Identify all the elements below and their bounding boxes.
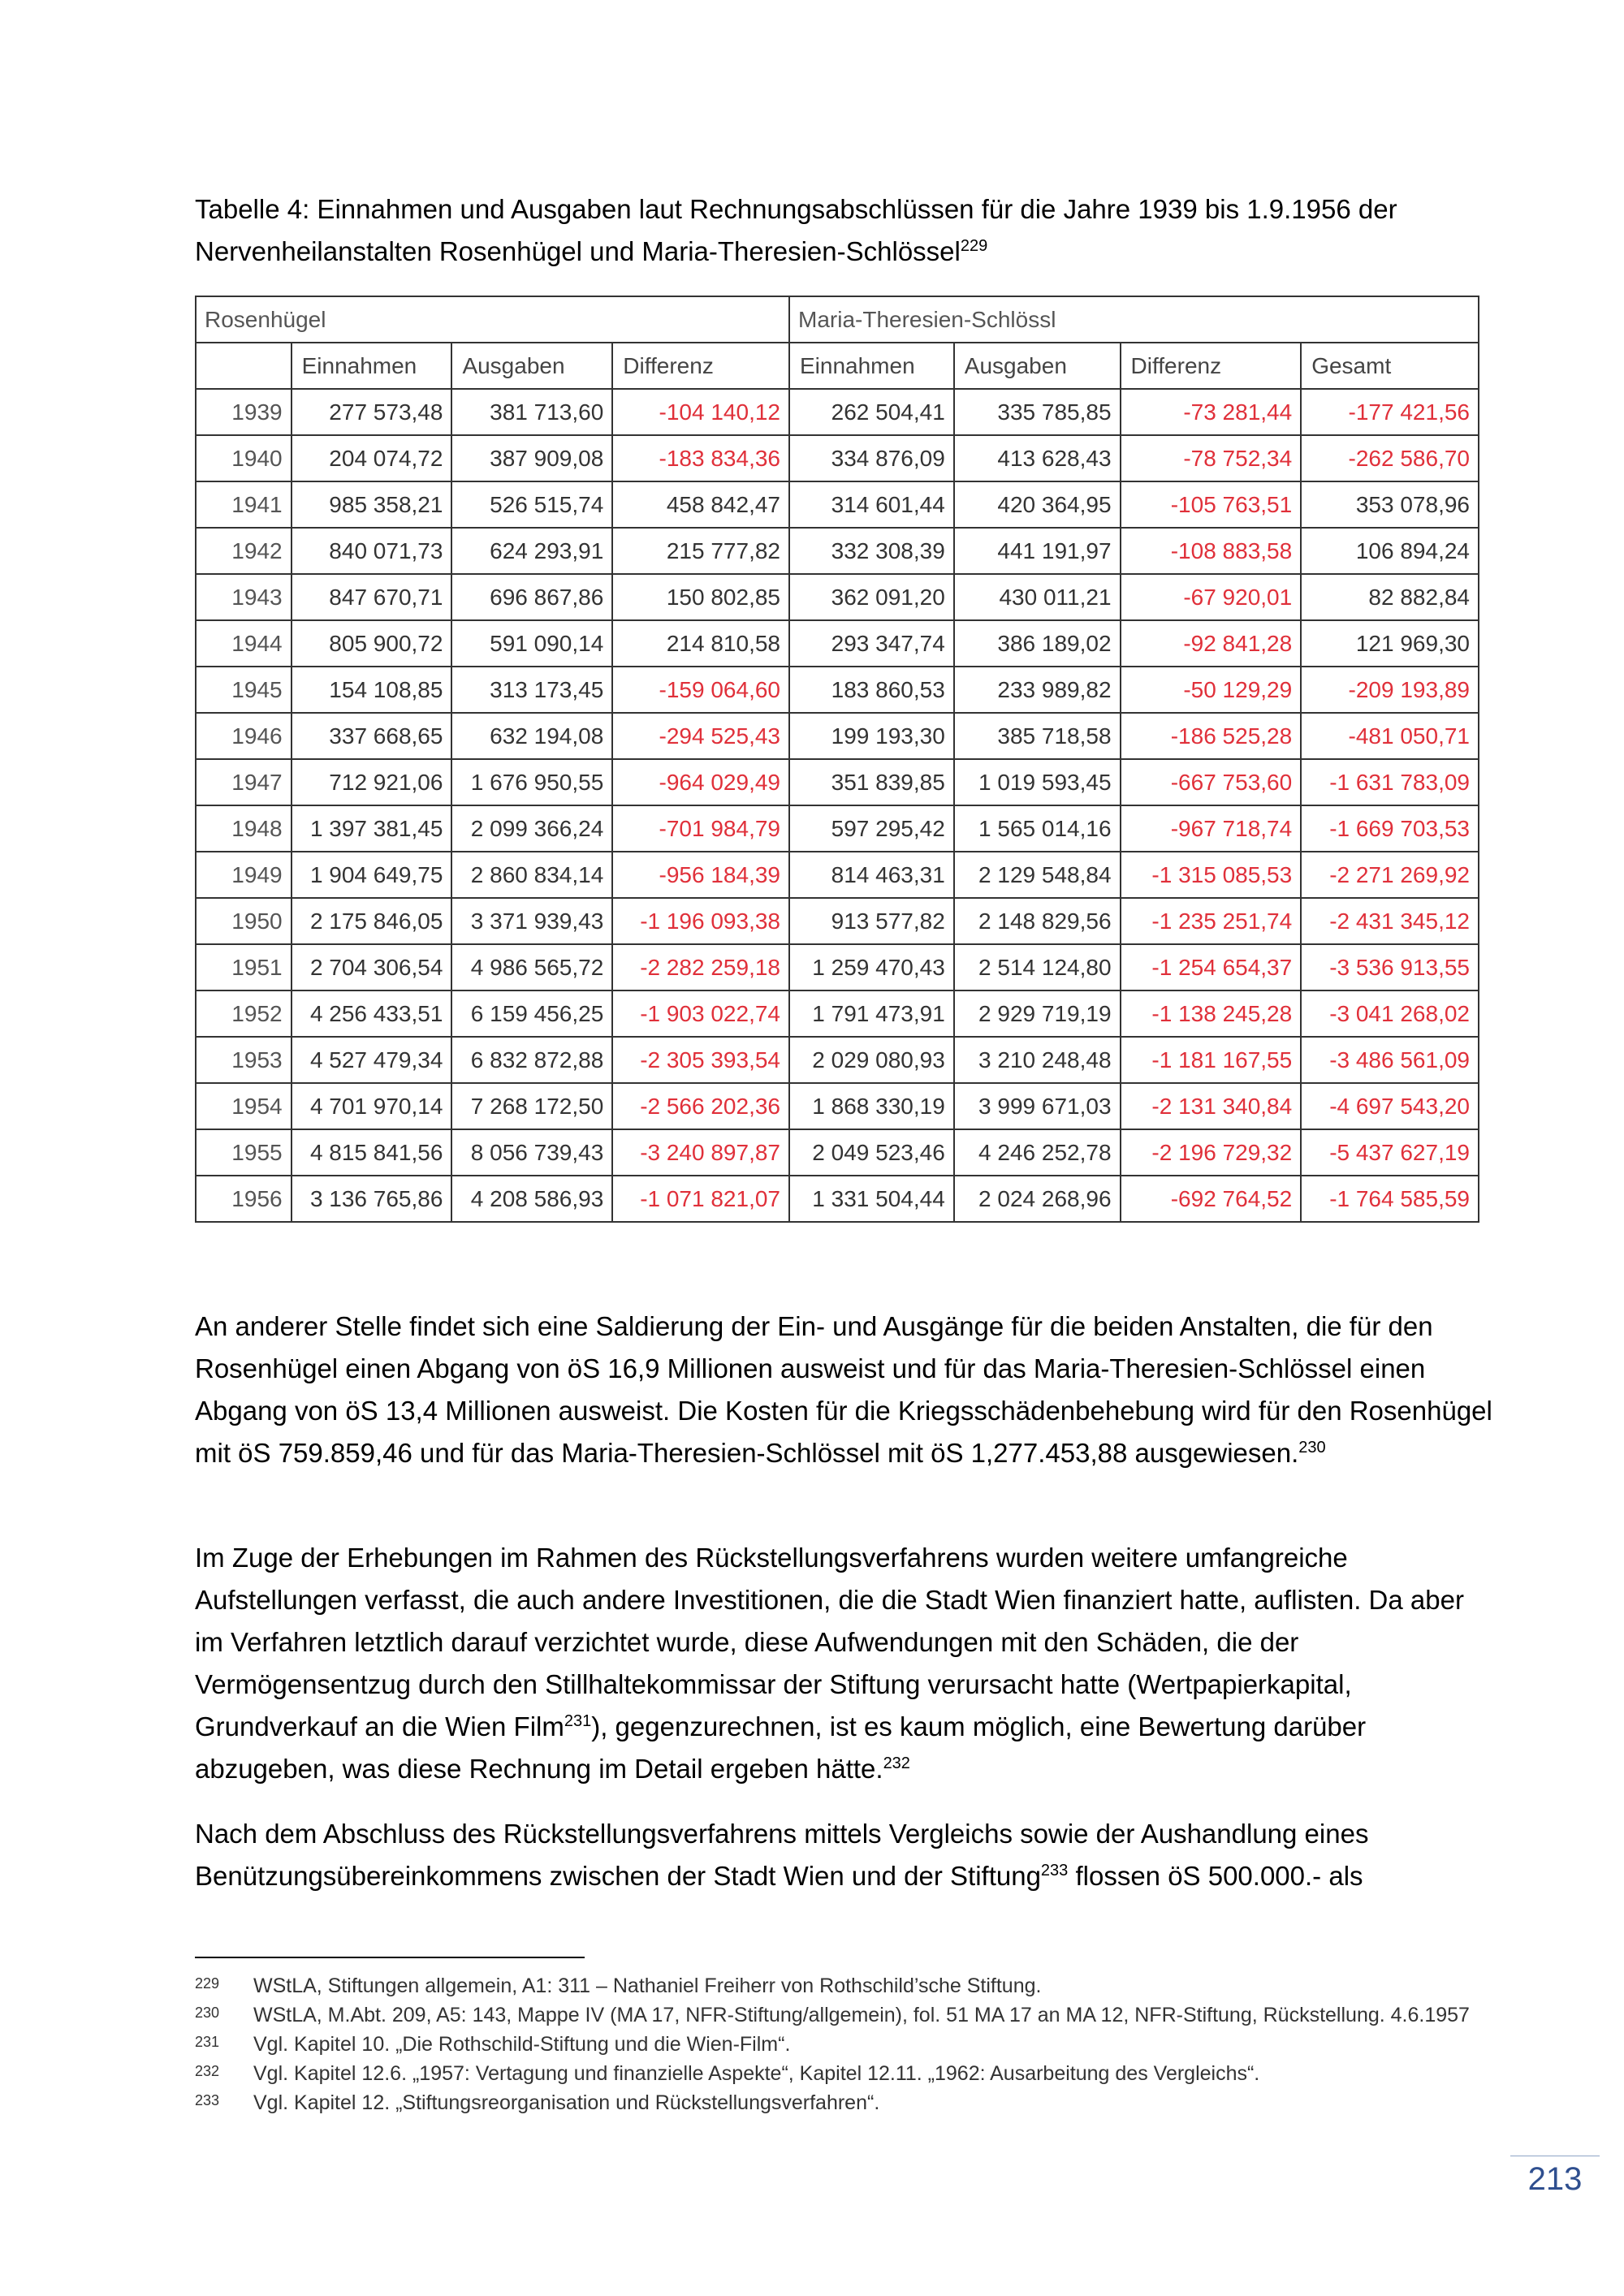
value-cell: -1 669 703,53 <box>1301 805 1479 852</box>
footnote-text: Vgl. Kapitel 10. „Die Rothschild-Stiftung und die Wien-Film“. <box>253 2033 791 2056</box>
value-cell: -2 196 729,32 <box>1121 1129 1302 1176</box>
table-row <box>196 667 1479 713</box>
value-cell: 233 989,82 <box>954 667 1121 713</box>
value-cell: 632 194,08 <box>451 713 612 759</box>
value-cell: 386 189,02 <box>954 620 1121 667</box>
table-row <box>196 805 1479 852</box>
value-cell: 121 969,30 <box>1301 620 1479 667</box>
value-cell: 387 909,08 <box>451 435 612 481</box>
value-cell: -2 282 259,18 <box>612 944 789 990</box>
caption-line-2 <box>195 231 1494 273</box>
value-cell: 696 867,86 <box>451 574 612 620</box>
footnote-231 <box>195 2030 1494 2059</box>
year-cell: 1953 <box>196 1037 292 1083</box>
value-cell: -186 525,28 <box>1121 713 1302 759</box>
value-cell: -2 431 345,12 <box>1301 898 1479 944</box>
value-cell: 1 676 950,55 <box>451 759 612 805</box>
paragraph-2-text-b: ), gegenzurechnen, ist es kaum möglich, eine Bewertung darüber abzugeben, was diese Rechnung im Detail ergeben hätte. <box>195 1711 1367 1784</box>
year-cell: 1952 <box>196 990 292 1037</box>
value-cell: 4 701 970,14 <box>292 1083 452 1129</box>
value-cell: 154 108,85 <box>292 667 452 713</box>
group-maria-theresien: Maria-Theresien-Schlössl <box>789 296 1479 343</box>
paragraph-3-text-a: Nach dem Abschluss des Rückstellungsverfahrens mittels Vergleichs sowie der Aushandlung eines Benützungsübereinkommens zwischen der Stadt Wien und der Stiftung <box>195 1819 1369 1891</box>
footnote-number: 232 <box>195 2063 220 2079</box>
value-cell: -5 437 627,19 <box>1301 1129 1479 1176</box>
footnote-text: Vgl. Kapitel 12. „Stiftungsreorganisation und Rückstellungsverfahren“. <box>253 2091 880 2114</box>
value-cell: 313 173,45 <box>451 667 612 713</box>
year-cell: 1950 <box>196 898 292 944</box>
value-cell: 2 929 719,19 <box>954 990 1121 1037</box>
value-cell: 277 573,48 <box>292 389 452 435</box>
value-cell: 3 371 939,43 <box>451 898 612 944</box>
year-cell: 1940 <box>196 435 292 481</box>
value-cell: 362 091,20 <box>789 574 954 620</box>
value-cell: -2 131 340,84 <box>1121 1083 1302 1129</box>
paragraph-2-text-a: Im Zuge der Erhebungen im Rahmen des Rückstellungsverfahrens wurden weitere umfangreiche Aufstellungen verfasst, die auch andere Investitionen, die die Stadt Wien finanziert hatte, auflisten. Da aber im Verfahren letztlich darauf verzichtet wurde, diese Aufwendungen mit den Schäden, die der Vermögensentzug durch den Stillhaltekommissar der Stiftung verursacht hatte (Wertpapierkapital, Grundverkauf an die Wien Film <box>195 1543 1464 1741</box>
value-cell: -105 763,51 <box>1121 481 1302 528</box>
value-cell: 334 876,09 <box>789 435 954 481</box>
table-row <box>196 944 1479 990</box>
paragraph-1-text: An anderer Stelle findet sich eine Saldierung der Ein- und Ausgänge für die beiden Anstalten, die für den Rosenhügel einen Abgang von öS 16,9 Millionen ausweist und für das Maria-Theresien-Schlössel einen Abgang von öS 13,4 Millionen ausweist. Die Kosten für die Kriegsschädenbehebung wird für den Rosenhügel mit öS 759.859,46 und für das Maria-Theresien-Schlössel mit öS 1,277.453,88 ausgewiesen. <box>195 1311 1492 1468</box>
value-cell: -2 566 202,36 <box>612 1083 789 1129</box>
value-cell: -209 193,89 <box>1301 667 1479 713</box>
value-cell: 82 882,84 <box>1301 574 1479 620</box>
value-cell: 2 049 523,46 <box>789 1129 954 1176</box>
table-row <box>196 528 1479 574</box>
value-cell: 335 785,85 <box>954 389 1121 435</box>
value-cell: -3 041 268,02 <box>1301 990 1479 1037</box>
group-header-row <box>196 296 1479 343</box>
value-cell: 6 159 456,25 <box>451 990 612 1037</box>
value-cell: -3 536 913,55 <box>1301 944 1479 990</box>
value-cell: -78 752,34 <box>1121 435 1302 481</box>
value-cell: -481 050,71 <box>1301 713 1479 759</box>
value-cell: 591 090,14 <box>451 620 612 667</box>
value-cell: 4 986 565,72 <box>451 944 612 990</box>
footnote-number: 231 <box>195 2034 220 2050</box>
footnote-232 <box>195 2059 1494 2088</box>
value-cell: 1 868 330,19 <box>789 1083 954 1129</box>
value-cell: -1 764 585,59 <box>1301 1176 1479 1222</box>
caption-line-2-text: Nervenheilanstalten Rosenhügel und Maria-Theresien-Schlössel <box>195 236 961 266</box>
value-cell: -50 129,29 <box>1121 667 1302 713</box>
value-cell: 214 810,58 <box>612 620 789 667</box>
year-cell: 1949 <box>196 852 292 898</box>
header-year <box>196 343 292 389</box>
value-cell: -3 240 897,87 <box>612 1129 789 1176</box>
footnote-ref-231: 231 <box>564 1712 592 1730</box>
value-cell: -964 029,49 <box>612 759 789 805</box>
value-cell: -4 697 543,20 <box>1301 1083 1479 1129</box>
column-header-row <box>196 343 1479 389</box>
year-cell: 1942 <box>196 528 292 574</box>
value-cell: 215 777,82 <box>612 528 789 574</box>
year-cell: 1951 <box>196 944 292 990</box>
value-cell: 4 527 479,34 <box>292 1037 452 1083</box>
value-cell: 337 668,65 <box>292 713 452 759</box>
value-cell: 1 019 593,45 <box>954 759 1121 805</box>
value-cell: 6 832 872,88 <box>451 1037 612 1083</box>
value-cell: 385 718,58 <box>954 713 1121 759</box>
year-cell: 1954 <box>196 1083 292 1129</box>
footnote-233 <box>195 2088 1494 2117</box>
table-row <box>196 898 1479 944</box>
value-cell: -2 305 393,54 <box>612 1037 789 1083</box>
table-row <box>196 620 1479 667</box>
value-cell: 2 099 366,24 <box>451 805 612 852</box>
value-cell: 4 256 433,51 <box>292 990 452 1037</box>
year-cell: 1944 <box>196 620 292 667</box>
value-cell: 199 193,30 <box>789 713 954 759</box>
value-cell: 441 191,97 <box>954 528 1121 574</box>
value-cell: 204 074,72 <box>292 435 452 481</box>
header-ausgaben-mts: Ausgaben <box>954 343 1121 389</box>
table-row <box>196 1176 1479 1222</box>
year-cell: 1955 <box>196 1129 292 1176</box>
footnote-text: WStLA, Stiftungen allgemein, A1: 311 – Nathaniel Freiherr von Rothschild’sche Stiftung. <box>253 1974 1042 1997</box>
value-cell: 1 791 473,91 <box>789 990 954 1037</box>
value-cell: -67 920,01 <box>1121 574 1302 620</box>
table-caption <box>195 188 1494 273</box>
value-cell: -3 486 561,09 <box>1301 1037 1479 1083</box>
value-cell: 1 904 649,75 <box>292 852 452 898</box>
value-cell: 183 860,53 <box>789 667 954 713</box>
caption-footnote-ref: 229 <box>960 237 988 255</box>
value-cell: -956 184,39 <box>612 852 789 898</box>
value-cell: -1 631 783,09 <box>1301 759 1479 805</box>
paragraph-3-text-b: flossen öS 500.000.- als <box>1068 1861 1363 1891</box>
value-cell: -1 903 022,74 <box>612 990 789 1037</box>
value-cell: 2 514 124,80 <box>954 944 1121 990</box>
value-cell: 351 839,85 <box>789 759 954 805</box>
value-cell: 2 175 846,05 <box>292 898 452 944</box>
paragraph-3 <box>195 1813 1494 1897</box>
value-cell: 526 515,74 <box>451 481 612 528</box>
value-cell: -667 753,60 <box>1121 759 1302 805</box>
value-cell: -104 140,12 <box>612 389 789 435</box>
value-cell: 624 293,91 <box>451 528 612 574</box>
value-cell: -1 138 245,28 <box>1121 990 1302 1037</box>
footnote-text: WStLA, M.Abt. 209, A5: 143, Mappe IV (MA 17, NFR-Stiftung/allgemein), fol. 51 MA 17 an MA 12, NFR-Stiftung, Rückstellung. 4.6.1957 <box>253 2004 1470 2026</box>
value-cell: -183 834,36 <box>612 435 789 481</box>
value-cell: 805 900,72 <box>292 620 452 667</box>
footnote-230 <box>195 2000 1494 2030</box>
value-cell: -2 271 269,92 <box>1301 852 1479 898</box>
table-row <box>196 1083 1479 1129</box>
value-cell: 2 860 834,14 <box>451 852 612 898</box>
table-row <box>196 1037 1479 1083</box>
value-cell: 2 024 268,96 <box>954 1176 1121 1222</box>
value-cell: -967 718,74 <box>1121 805 1302 852</box>
year-cell: 1946 <box>196 713 292 759</box>
value-cell: -108 883,58 <box>1121 528 1302 574</box>
value-cell: -159 064,60 <box>612 667 789 713</box>
footnote-number: 230 <box>195 2005 220 2021</box>
value-cell: 1 397 381,45 <box>292 805 452 852</box>
footnote-ref-233: 233 <box>1040 1862 1069 1880</box>
value-cell: 262 504,41 <box>789 389 954 435</box>
group-rosenhuegel: Rosenhügel <box>196 296 789 343</box>
footnote-ref-230: 230 <box>1298 1439 1326 1457</box>
value-cell: 314 601,44 <box>789 481 954 528</box>
value-cell: 814 463,31 <box>789 852 954 898</box>
value-cell: 847 670,71 <box>292 574 452 620</box>
year-cell: 1941 <box>196 481 292 528</box>
footnote-ref-232: 232 <box>883 1754 910 1772</box>
value-cell: 712 921,06 <box>292 759 452 805</box>
value-cell: 413 628,43 <box>954 435 1121 481</box>
value-cell: 840 071,73 <box>292 528 452 574</box>
value-cell: 4 208 586,93 <box>451 1176 612 1222</box>
paragraph-1 <box>195 1306 1494 1474</box>
value-cell: 3 210 248,48 <box>954 1037 1121 1083</box>
footnote-number: 229 <box>195 1975 220 1992</box>
footnote-text: Vgl. Kapitel 12.6. „1957: Vertagung und finanzielle Aspekte“, Kapitel 12.11. „1962: Ausarbeitung des Vergleichs“. <box>253 2062 1260 2085</box>
value-cell: 1 259 470,43 <box>789 944 954 990</box>
footnote-number: 233 <box>195 2092 220 2108</box>
page-number: 213 <box>1527 2161 1583 2197</box>
value-cell: -177 421,56 <box>1301 389 1479 435</box>
value-cell: -73 281,44 <box>1121 389 1302 435</box>
footnotes <box>195 1971 1494 2117</box>
header-differenz-mts: Differenz <box>1121 343 1302 389</box>
value-cell: -1 254 654,37 <box>1121 944 1302 990</box>
value-cell: -1 315 085,53 <box>1121 852 1302 898</box>
value-cell: 458 842,47 <box>612 481 789 528</box>
value-cell: 106 894,24 <box>1301 528 1479 574</box>
value-cell: -701 984,79 <box>612 805 789 852</box>
value-cell: -262 586,70 <box>1301 435 1479 481</box>
value-cell: -692 764,52 <box>1121 1176 1302 1222</box>
year-cell: 1956 <box>196 1176 292 1222</box>
table-row <box>196 852 1479 898</box>
value-cell: -294 525,43 <box>612 713 789 759</box>
value-cell: 381 713,60 <box>451 389 612 435</box>
value-cell: -1 235 251,74 <box>1121 898 1302 944</box>
value-cell: 2 129 548,84 <box>954 852 1121 898</box>
year-cell: 1939 <box>196 389 292 435</box>
value-cell: 913 577,82 <box>789 898 954 944</box>
value-cell: 353 078,96 <box>1301 481 1479 528</box>
value-cell: 985 358,21 <box>292 481 452 528</box>
value-cell: 293 347,74 <box>789 620 954 667</box>
value-cell: -1 071 821,07 <box>612 1176 789 1222</box>
footnote-divider <box>195 1957 585 1958</box>
header-einnahmen-rosenhuegel: Einnahmen <box>292 343 452 389</box>
year-cell: 1948 <box>196 805 292 852</box>
value-cell: -1 196 093,38 <box>612 898 789 944</box>
value-cell: 4 246 252,78 <box>954 1129 1121 1176</box>
value-cell: 430 011,21 <box>954 574 1121 620</box>
value-cell: 3 999 671,03 <box>954 1083 1121 1129</box>
value-cell: -92 841,28 <box>1121 620 1302 667</box>
paragraph-2 <box>195 1537 1494 1790</box>
header-differenz-rosenhuegel: Differenz <box>612 343 789 389</box>
header-gesamt: Gesamt <box>1301 343 1479 389</box>
header-ausgaben-rosenhuegel: Ausgaben <box>451 343 612 389</box>
value-cell: 2 029 080,93 <box>789 1037 954 1083</box>
table-row <box>196 759 1479 805</box>
table-row <box>196 1129 1479 1176</box>
table-row <box>196 574 1479 620</box>
value-cell: 420 364,95 <box>954 481 1121 528</box>
table-row <box>196 435 1479 481</box>
table-row <box>196 990 1479 1037</box>
caption-line-1: Tabelle 4: Einnahmen und Ausgaben laut Rechnungsabschlüssen für die Jahre 1939 bis 1.9.1956 der <box>195 194 1397 224</box>
header-einnahmen-mts: Einnahmen <box>789 343 954 389</box>
value-cell: 1 331 504,44 <box>789 1176 954 1222</box>
value-cell: 3 136 765,86 <box>292 1176 452 1222</box>
finance-table <box>195 296 1479 1223</box>
table-row <box>196 713 1479 759</box>
table-row <box>196 481 1479 528</box>
value-cell: 1 565 014,16 <box>954 805 1121 852</box>
value-cell: 8 056 739,43 <box>451 1129 612 1176</box>
value-cell: 2 148 829,56 <box>954 898 1121 944</box>
year-cell: 1945 <box>196 667 292 713</box>
footnote-229 <box>195 1971 1494 2000</box>
table-row <box>196 389 1479 435</box>
value-cell: 2 704 306,54 <box>292 944 452 990</box>
value-cell: 332 308,39 <box>789 528 954 574</box>
value-cell: -1 181 167,55 <box>1121 1037 1302 1083</box>
value-cell: 597 295,42 <box>789 805 954 852</box>
value-cell: 7 268 172,50 <box>451 1083 612 1129</box>
value-cell: 150 802,85 <box>612 574 789 620</box>
year-cell: 1943 <box>196 574 292 620</box>
year-cell: 1947 <box>196 759 292 805</box>
value-cell: 4 815 841,56 <box>292 1129 452 1176</box>
